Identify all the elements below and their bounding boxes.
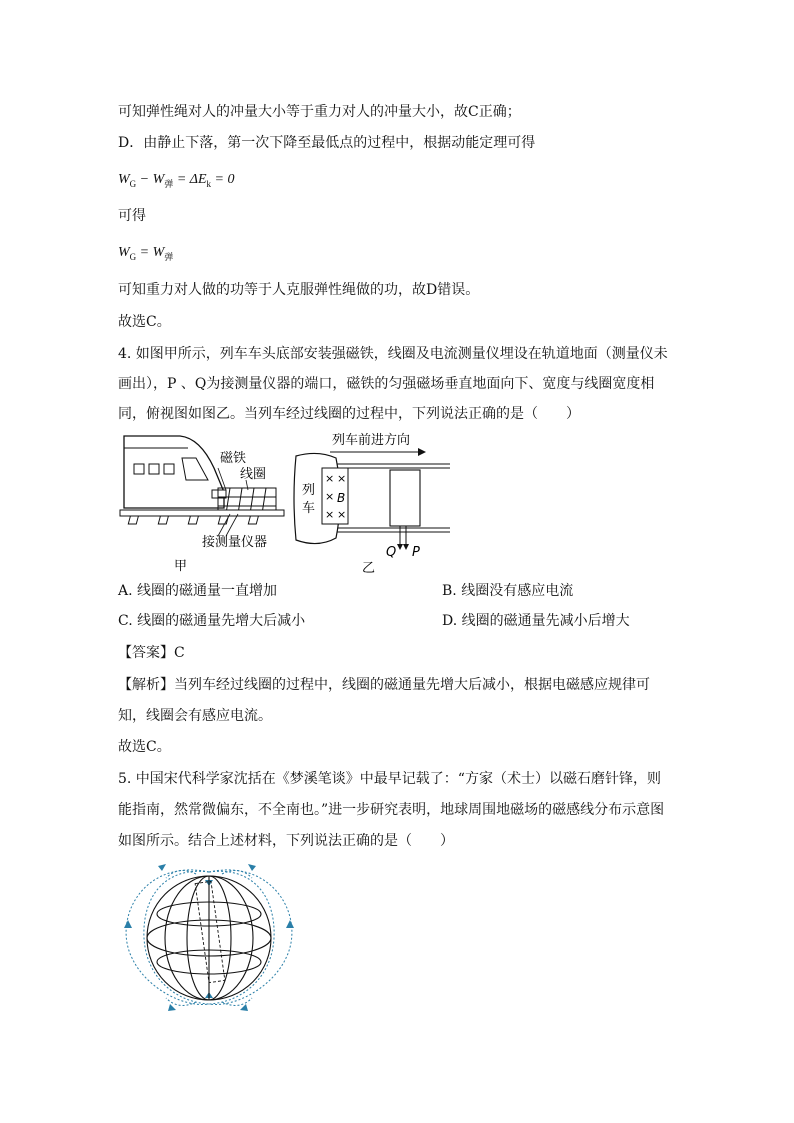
cross-mark: × — [325, 508, 335, 521]
cross-mark: × — [325, 490, 335, 503]
coil-rect — [390, 470, 420, 526]
question-5-text: 能指南，然常微偏东，不全南也。”进一步研究表明，地球周围地磁场的磁感线分布示意图 — [118, 802, 665, 818]
text-line: D．由静止下落，第一次下降至最低点的过程中，根据动能定理可得 — [118, 135, 536, 151]
question-5-text: 5. 中国宋代科学家沈括在《梦溪笔谈》中最早记载了：“方家（术士）以磁石磨针锋，则 — [118, 771, 661, 787]
option-a: A. 线圈的磁通量一直增加 — [118, 583, 278, 599]
track-sleepers — [128, 516, 258, 524]
option-b: B. 线圈没有感应电流 — [442, 583, 574, 599]
option-d: D. 线圈的磁通量先减小后增大 — [442, 613, 630, 629]
magnet-axis — [195, 881, 225, 982]
cross-mark: × — [325, 472, 335, 485]
label-coil: 线圈 — [240, 467, 267, 482]
figure-earth-magnetic-field — [114, 858, 304, 1018]
label-direction: 列车前进方向 — [332, 433, 411, 448]
text-line: 故选C。 — [118, 314, 171, 330]
equation-work-energy: $W_G - W_弹 = \Delta E_k = 0$ — [118, 172, 235, 189]
figure-yi-topview — [288, 428, 468, 578]
train-window — [149, 464, 159, 474]
label-instrument: 接测量仪器 — [202, 535, 268, 550]
answer-line: 【答案】C — [118, 645, 185, 661]
caption-yi: 乙 — [362, 561, 376, 576]
question-4-text: 同，俯视图如图乙。当列车经过线圈的过程中，下列说法正确的是（ ） — [118, 406, 580, 422]
question-5-text: 如图所示。结合上述材料，下列说法正确的是（ ） — [118, 833, 454, 849]
globe — [147, 876, 271, 1000]
label-magnet: 磁铁 — [220, 451, 247, 466]
label-q: Q — [386, 545, 397, 560]
label-train: 列 — [302, 483, 316, 498]
option-c: C. 线圈的磁通量先增大后减小 — [118, 613, 306, 629]
caption-jia: 甲 — [174, 559, 188, 574]
text-line: 可得 — [118, 208, 146, 224]
question-4-text: 画出），P 、Q为接测量仪器的端口，磁铁的匀强磁场垂直地面向下、宽度与线圈宽度相 — [118, 376, 655, 392]
choose-line: 故选C。 — [118, 739, 171, 755]
train-window — [134, 464, 144, 474]
question-4-text: 4. 如图甲所示，列车车头底部安装强磁铁，线圈及电流测量仪埋设在轨道地面（测量仪未 — [118, 346, 668, 362]
text-line: 可知重力对人做的功等于人克服弹性绳做的功，故D错误。 — [118, 282, 480, 298]
cross-mark: × — [337, 508, 347, 521]
figure-jia-train — [118, 428, 288, 578]
label-p: P — [412, 545, 420, 560]
label-b: B — [337, 491, 346, 505]
train-window — [164, 464, 174, 474]
text-line: 可知弹性绳对人的冲量大小等于重力对人的冲量大小，故C正确； — [118, 104, 521, 120]
label-train: 车 — [302, 501, 316, 516]
analysis-line: 知，线圈会有感应电流。 — [118, 708, 272, 724]
equation-work-equal: $W_G = W_弹$ — [118, 245, 174, 262]
analysis-line: 【解析】当列车经过线圈的过程中，线圈的磁通量先增大后减小，根据电磁感应规律可 — [118, 677, 650, 693]
cross-mark: × — [337, 472, 347, 485]
track-rail — [120, 510, 284, 516]
